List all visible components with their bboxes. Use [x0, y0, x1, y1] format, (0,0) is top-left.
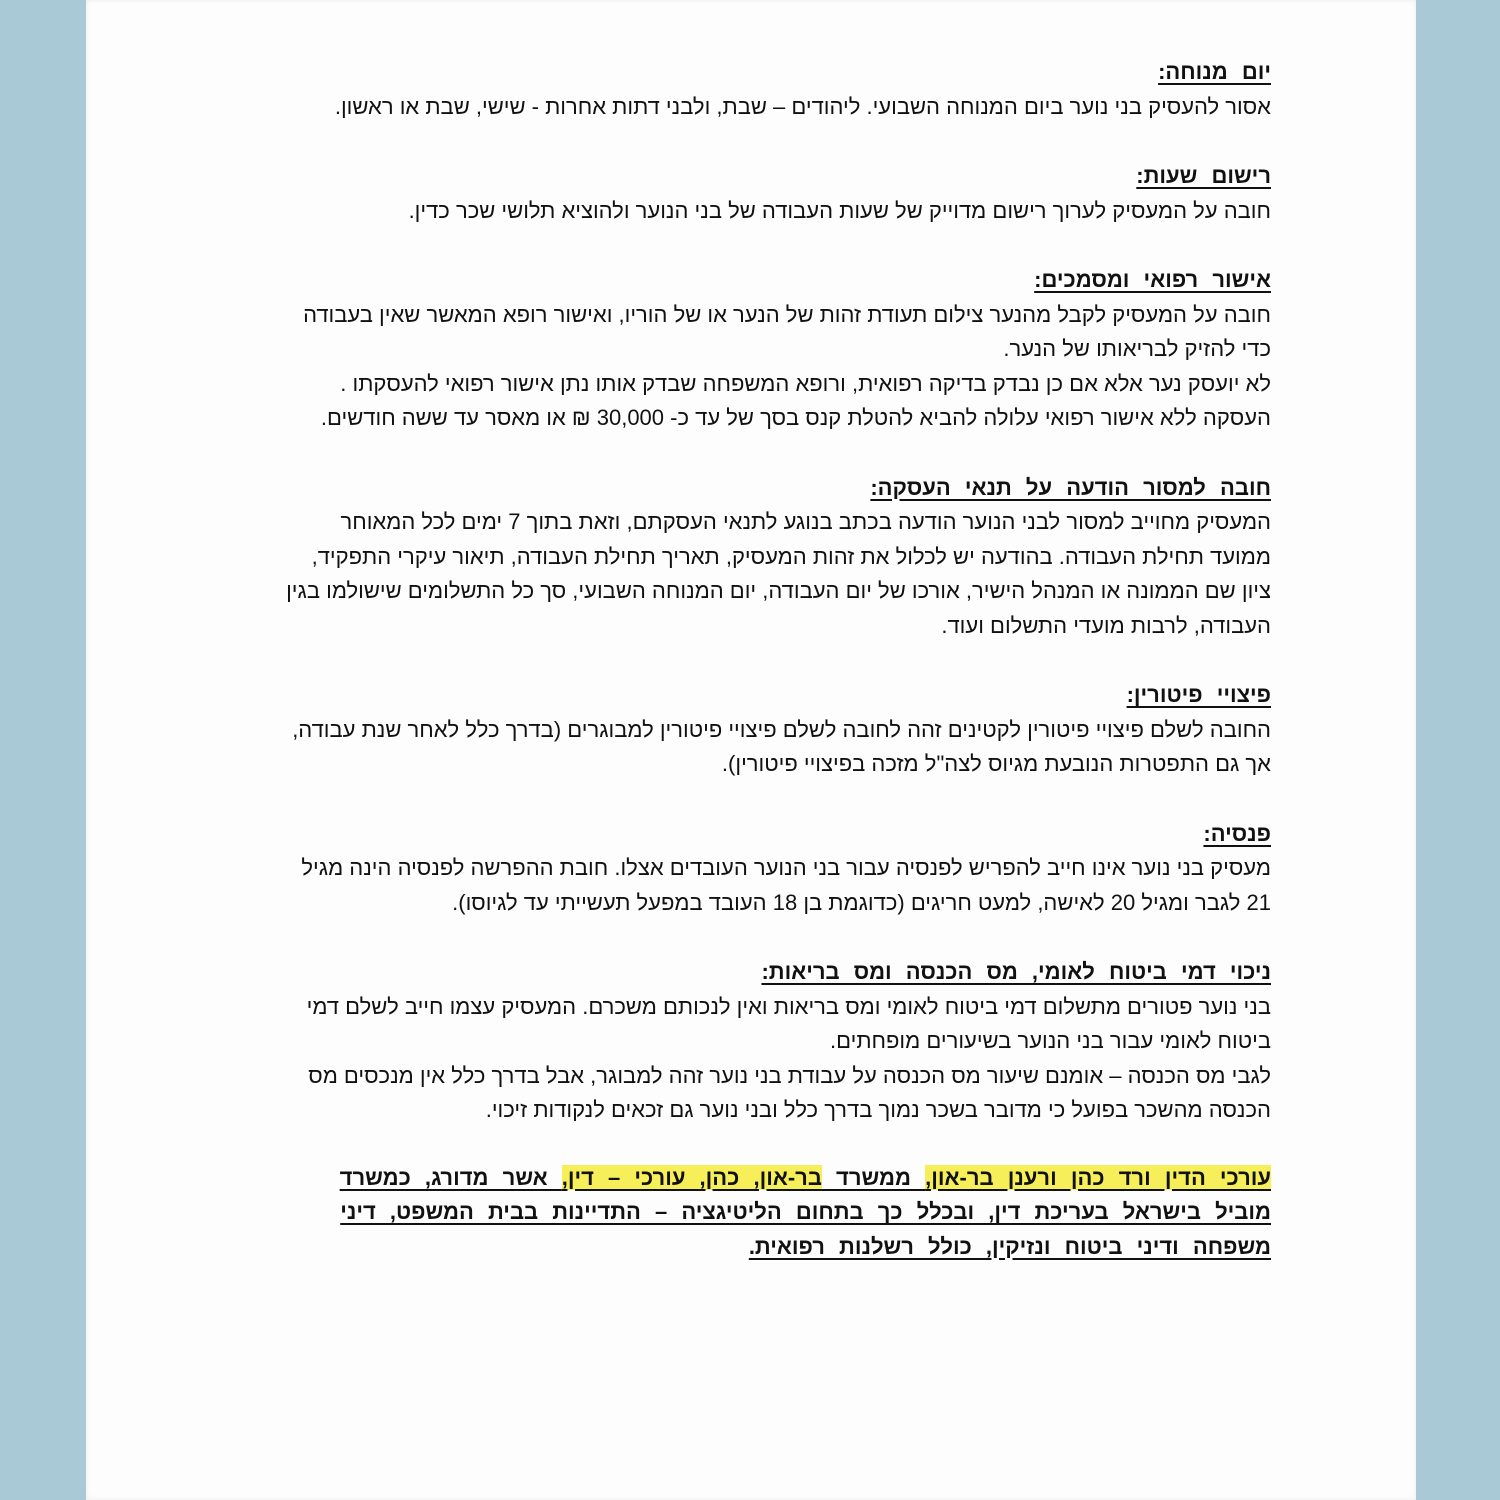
closing-statement [281, 1161, 1271, 1265]
closing-text-part: ממשרד [821, 1164, 926, 1190]
section-heading: חובה למסור הודעה על תנאי העסקה: [870, 474, 1271, 500]
section-paragraph: לא יועסק נער אלא אם כן נבדק בדיקה רפואית, ורופא המשפחה שבדק אותו נתן אישור רפואי להעסקתו . [340, 370, 1271, 396]
section-hours-record [281, 159, 1271, 228]
section-paragraph: בני נוער פטורים מתשלום דמי ביטוח לאומי ומס בריאות ואין לנכותם משכרם. המעסיק עצמו חייב לשלם דמי ביטוח לאומי עבור בני הנוער בשיעורים מופחתים. [306, 993, 1271, 1053]
section-heading: אישור רפואי ומסמכים: [1034, 267, 1271, 292]
document-page [86, 0, 1416, 1500]
section-heading: רישום שעות: [1136, 163, 1271, 188]
section-weekly-rest [281, 55, 1271, 124]
highlighted-firm-name: בר-און, כהן, עורכי – דין, [561, 1164, 822, 1190]
section-heading: פנסיה: [1203, 820, 1271, 846]
section-paragraph: חובה על המעסיק לקבל מהנער צילום תעודת זהות של הנער או של הוריו, ואישור רופא המאשר שאין בעבודה כדי להזיק לבריאותו של הנער. [303, 301, 1271, 361]
section-heading: ניכוי דמי ביטוח לאומי, מס הכנסה ומס בריאות: [761, 959, 1271, 984]
section-pension [281, 817, 1271, 921]
closing-text-part: אשר מדורג, כמשרד מוביל בישראל בעריכת דין, ובכלל כך בתחום הליטיגציה – התדיינות בבית המשפט, דיני משפחה ודיני ביטוח ונזיקין, כולל רשלנות רפואית. [339, 1164, 1271, 1259]
document-content [281, 55, 1271, 1286]
section-paragraph: חובה על המעסיק לערוך רישום מדוייק של שעות העבודה של בני הנוער ולהוציא תלושי שכר כדין. [408, 197, 1271, 223]
section-paragraph: המעסיק מחוייב למסור לבני הנוער הודעה בכתב בנוגע לתנאי העסקתם, וזאת בתוך 7 ימים לכל המאוחר ממועד תחילת העבודה. בהודעה יש לכלול את זהות המעסיק, תאריך תחילת העבודה, תיאור עיקרי התפקיד, ציון שם הממונה או המנהל הישיר, אורכו של יום העבודה, יום המנוחה השבועי, סך כל התשלומים שישולמו בגין העבודה, לרבות מועדי התשלום ועוד. [286, 509, 1271, 638]
section-paragraph: אסור להעסיק בני נוער ביום המנוחה השבועי. ליהודים – שבת, ולבני דתות אחרות - שישי, שבת או ראשון. [334, 93, 1271, 119]
section-employment-notice [281, 471, 1271, 644]
section-heading: פיצויי פיטורין: [1126, 682, 1271, 707]
highlighted-lawyers-names: עורכי הדין ורד כהן ורענן בר-און, [925, 1164, 1271, 1190]
section-heading: יום מנוחה: [1158, 59, 1271, 84]
section-paragraph: מעסיק בני נוער אינו חייב להפריש לפנסיה עבור בני הנוער העובדים אצלו. חובת ההפרשה לפנסיה הינה מגיל 21 לגבר ומגיל 20 לאישה, למעט חריגים (כדוגמת בן 18 העובד במפעל תעשייתי עד לגיוסו). [301, 855, 1271, 915]
section-paragraph: החובה לשלם פיצויי פיטורין לקטינים זהה לחובה לשלם פיצויי פיטורין למבוגרים (בדרך כלל לאחר שנת עבודה, אך גם התפטרות הנובעת מגיוס לצה"ל מזכה בפיצויי פיטורין). [292, 716, 1271, 776]
section-medical-approval [281, 263, 1271, 436]
section-severance-pay [281, 678, 1271, 782]
section-paragraph: לגבי מס הכנסה – אומנם שיעור מס הכנסה על עבודת בני נוער זהה למבוגר, אבל בדרך כלל אין מנכסים מס הכנסה מהשכר בפועל כי מדובר בשכר נמוך בדרך כלל ובני נוער גם זכאים לנקודות זיכוי. [308, 1062, 1271, 1122]
section-deductions [281, 955, 1271, 1128]
section-paragraph: העסקה ללא אישור רפואי עלולה להביא להטלת קנס בסך של עד כ- 30,000 ₪ או מאסר עד ששה חודשים. [320, 405, 1271, 430]
